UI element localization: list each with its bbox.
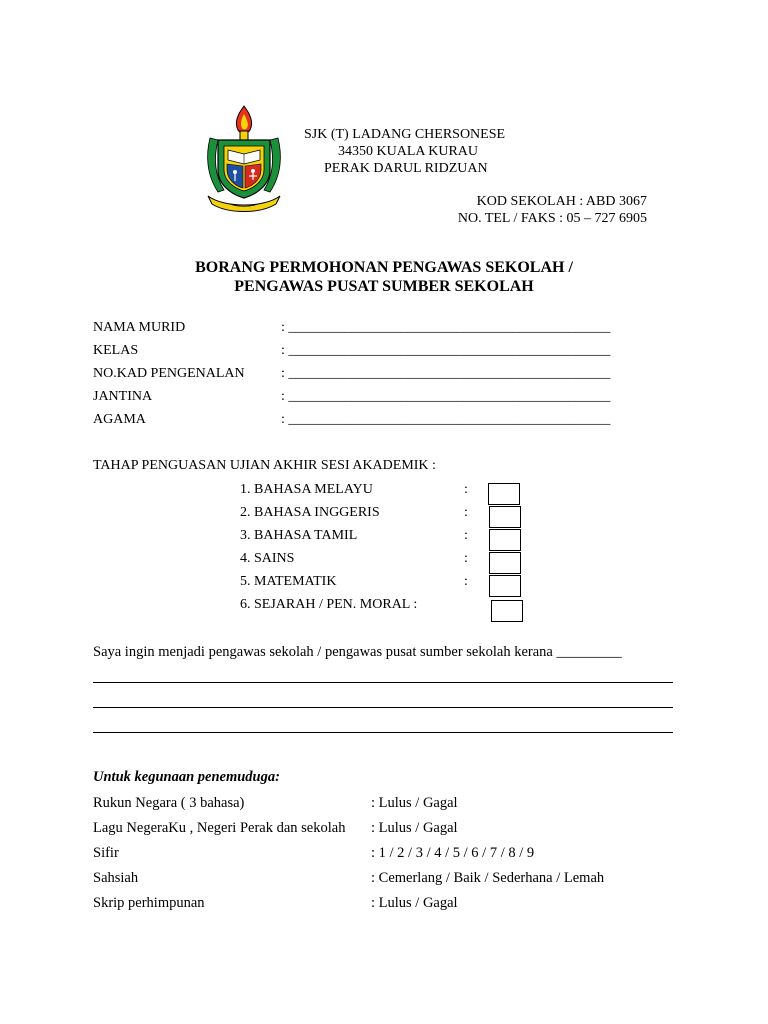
interview-label-sifir: Sifir: [93, 845, 119, 861]
subject-label-sains: 4. SAINS: [240, 551, 295, 566]
interview-value-sifir: : 1 / 2 / 3 / 4 / 5 / 6 / 7 / 8 / 9: [371, 845, 535, 861]
interview-label-rukun-negara: Rukun Negara ( 3 bahasa): [93, 795, 245, 811]
interview-value-lagu: : Lulus / Gagal: [371, 820, 458, 836]
school-name: SJK (T) LADANG CHERSONESE: [304, 127, 506, 142]
address-line-2: PERAK DARUL RIDZUAN: [324, 161, 488, 176]
interview-label-skrip: Skrip perhimpunan: [93, 895, 205, 911]
interview-value-sahsiah: : Cemerlang / Baik / Sederhana / Lemah: [371, 870, 605, 886]
grade-box-matematik[interactable]: [489, 575, 521, 597]
field-label-nama-murid: NAMA MURID: [93, 320, 186, 335]
field-input-ic[interactable]: : ______________________________________________: [281, 366, 611, 381]
reason-text: Saya ingin menjadi pengawas sekolah / pengawas pusat sumber sekolah kerana _________: [93, 644, 622, 660]
reason-line-2[interactable]: [93, 707, 673, 708]
subject-label-bm: 1. BAHASA MELAYU: [240, 482, 373, 497]
subject-label-matematik: 5. MATEMATIK: [240, 574, 337, 589]
subject-colon: :: [464, 574, 468, 589]
field-input-agama[interactable]: : ______________________________________________: [281, 412, 611, 427]
interview-label-sahsiah: Sahsiah: [93, 870, 139, 886]
field-label-agama: AGAMA: [93, 412, 146, 427]
interview-value-skrip: : Lulus / Gagal: [371, 895, 458, 911]
subject-label-bt: 3. BAHASA TAMIL: [240, 528, 358, 543]
interviewer-heading: Untuk kegunaan penemuduga:: [93, 769, 280, 785]
reason-line-3[interactable]: [93, 732, 673, 733]
field-label-ic: NO.KAD PENGENALAN: [93, 366, 245, 381]
address-line-1: 34350 KUALA KURAU: [338, 144, 478, 159]
field-label-jantina: JANTINA: [93, 389, 153, 404]
subject-colon: :: [464, 551, 468, 566]
school-code: KOD SEKOLAH : ABD 3067: [476, 194, 647, 209]
subject-label-sejarah: 6. SEJARAH / PEN. MORAL :: [240, 597, 418, 612]
field-input-kelas[interactable]: : ______________________________________________: [281, 343, 611, 358]
grade-box-bi[interactable]: [489, 506, 521, 528]
school-crest-logo: [204, 104, 284, 216]
subject-colon: :: [464, 528, 468, 543]
field-label-kelas: KELAS: [93, 343, 139, 358]
subject-colon: :: [464, 482, 468, 497]
phone-fax: NO. TEL / FAKS : 05 – 727 6905: [457, 211, 647, 226]
subject-label-bi: 2. BAHASA INGGERIS: [240, 505, 380, 520]
interview-label-lagu: Lagu NegeraKu , Negeri Perak dan sekolah: [93, 820, 346, 836]
form-title-line-1: BORANG PERMOHONAN PENGAWAS SEKOLAH /: [195, 259, 573, 276]
field-input-jantina[interactable]: : ______________________________________________: [281, 389, 611, 404]
grade-box-sejarah[interactable]: [491, 600, 523, 622]
reason-line-1[interactable]: [93, 682, 673, 683]
interview-value-rukun-negara: : Lulus / Gagal: [371, 795, 458, 811]
field-input-nama-murid[interactable]: : ______________________________________________: [281, 320, 611, 335]
grade-box-bt[interactable]: [489, 529, 521, 551]
grade-box-bm[interactable]: [488, 483, 520, 505]
form-title-line-2: PENGAWAS PUSAT SUMBER SEKOLAH: [234, 278, 534, 295]
subject-colon: :: [464, 505, 468, 520]
exam-heading: TAHAP PENGUASAN UJIAN AKHIR SESI AKADEMIK :: [93, 458, 436, 473]
grade-box-sains[interactable]: [489, 552, 521, 574]
